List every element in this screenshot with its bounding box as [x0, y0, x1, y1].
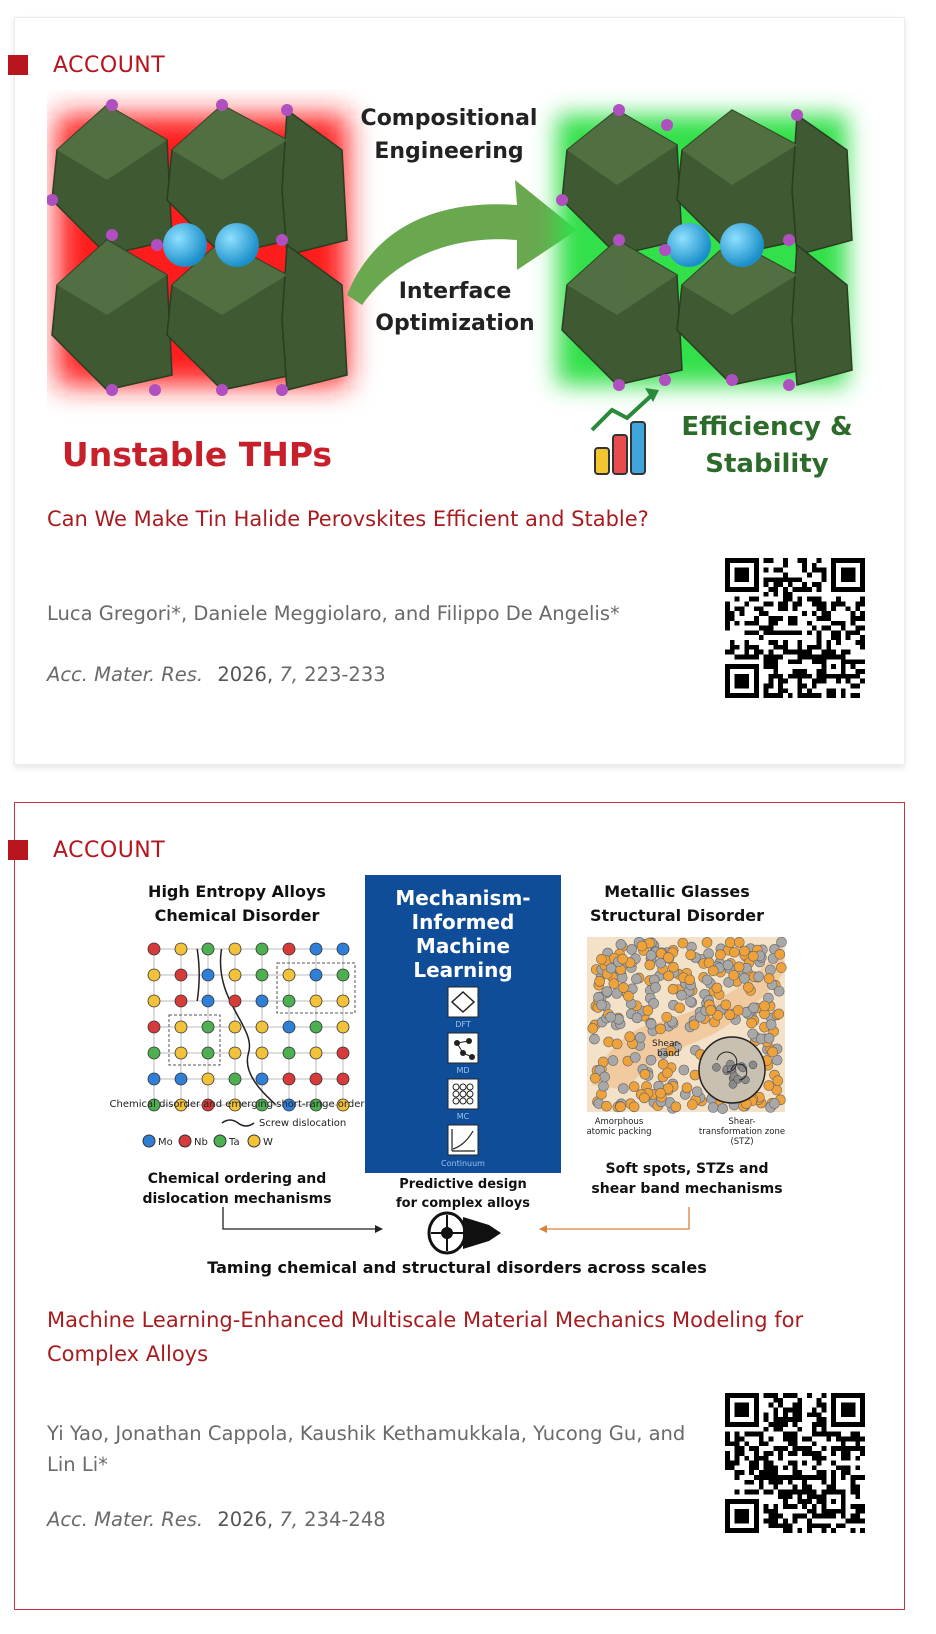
mg-title-line1: Metallic Glasses [604, 882, 750, 901]
center-bottom-line2: for complex alloys [395, 1196, 531, 1211]
stz-label-2: transformation zone [698, 1127, 786, 1137]
svg-text:MD: MD [456, 1066, 470, 1075]
article-authors: Luca Gregori*, Daniele Meggiolaro, and Filippo De Angelis* [47, 602, 620, 625]
arrow-top-line1: Compositional [360, 106, 538, 131]
journal-name: Acc. Mater. Res. [47, 1508, 204, 1531]
citation-year: 2026, [217, 1508, 274, 1531]
shear-band-label-2: band [657, 1049, 680, 1059]
citation-volume: 7, [279, 663, 298, 686]
arrow-bottom-line1: Interface [398, 279, 512, 304]
lattice-diagram [148, 943, 355, 1111]
category-label: ACCOUNT [53, 52, 166, 78]
category-square-icon [8, 840, 28, 860]
efficiency-label: Efficiency & [681, 412, 853, 442]
article-title-link[interactable]: Machine Learning-Enhanced Multiscale Material Mechanics Modeling for Complex Alloys [47, 1308, 804, 1366]
article-card [14, 802, 905, 1610]
right-bottom-line2: shear band mechanisms [591, 1181, 783, 1197]
amorphous-label-1: Amorphous [594, 1117, 644, 1127]
article-title-link[interactable]: Can We Make Tin Halide Perovskites Efficient and Stable? [47, 507, 649, 531]
amorphous-label-2: atomic packing [586, 1127, 652, 1137]
glass-packing-diagram [587, 937, 787, 1114]
citation-pages: 234-248 [304, 1508, 386, 1531]
short-range-order-caption: Chemical disorder and emerging short-range order [109, 1099, 365, 1110]
right-arrow [547, 1207, 689, 1229]
screw-dislocation-caption: Screw dislocation [259, 1118, 347, 1129]
category-tag [8, 837, 165, 863]
svg-text:Mo: Mo [158, 1137, 173, 1148]
svg-text:Continuum: Continuum [441, 1159, 485, 1168]
svg-text:Nb: Nb [194, 1137, 208, 1148]
toc-graphic[interactable] [47, 90, 889, 494]
ml-title-line2: Informed [411, 910, 515, 934]
article-card [14, 17, 905, 765]
mg-title-line2: Structural Disorder [589, 906, 765, 925]
growth-chart-icon [592, 388, 659, 474]
unstable-thps-label: Unstable THPs [61, 435, 333, 474]
hea-title-line1: High Entropy Alloys [148, 882, 326, 901]
journal-name: Acc. Mater. Res. [47, 663, 204, 686]
category-square-icon [8, 55, 28, 75]
svg-text:W: W [263, 1137, 273, 1148]
ml-title-line1: Mechanism- [395, 886, 531, 910]
dislocation-line-icon [222, 1120, 254, 1126]
hea-title-line2: Chemical Disorder [154, 906, 320, 925]
svg-text:DFT: DFT [455, 1020, 471, 1029]
ml-title-line3: Machine [415, 934, 511, 958]
stz-label-3: (STZ) [730, 1137, 754, 1147]
category-label: ACCOUNT [53, 837, 166, 863]
arrow-bottom-line2: Optimization [375, 311, 535, 336]
engine-icon [429, 1213, 501, 1253]
article-authors: Yi Yao, Jonathan Cappola, Kaushik Kethamukkala, Yucong Gu, and Lin Li* [47, 1422, 686, 1476]
stability-label: Stability [705, 449, 829, 479]
qr-code-icon[interactable] [725, 558, 865, 698]
center-bottom-line1: Predictive design [399, 1177, 527, 1192]
toc-footer-caption: Taming chemical and structural disorders across scales [207, 1258, 707, 1277]
stz-label-1: Shear- [728, 1117, 756, 1127]
svg-text:Ta: Ta [229, 1137, 240, 1148]
citation-year: 2026, [217, 663, 274, 686]
qr-code-icon[interactable] [725, 1393, 865, 1533]
element-legend [143, 1135, 273, 1148]
article-citation [47, 663, 386, 686]
toc-graphic[interactable] [47, 875, 889, 1299]
article-citation [47, 1508, 386, 1531]
right-bottom-line1: Soft spots, STZs and [605, 1161, 769, 1177]
ml-title-line4: Learning [413, 958, 513, 982]
arrow-top-line2: Engineering [374, 139, 524, 164]
left-bottom-line2: dislocation mechanisms [142, 1191, 332, 1207]
shear-band-label-1: Shear- [652, 1039, 681, 1049]
left-arrow [223, 1207, 375, 1229]
citation-pages: 223-233 [304, 663, 386, 686]
left-bottom-line1: Chemical ordering and [147, 1171, 327, 1187]
category-tag [8, 52, 165, 78]
citation-volume: 7, [279, 1508, 298, 1531]
svg-text:MC: MC [456, 1112, 470, 1121]
